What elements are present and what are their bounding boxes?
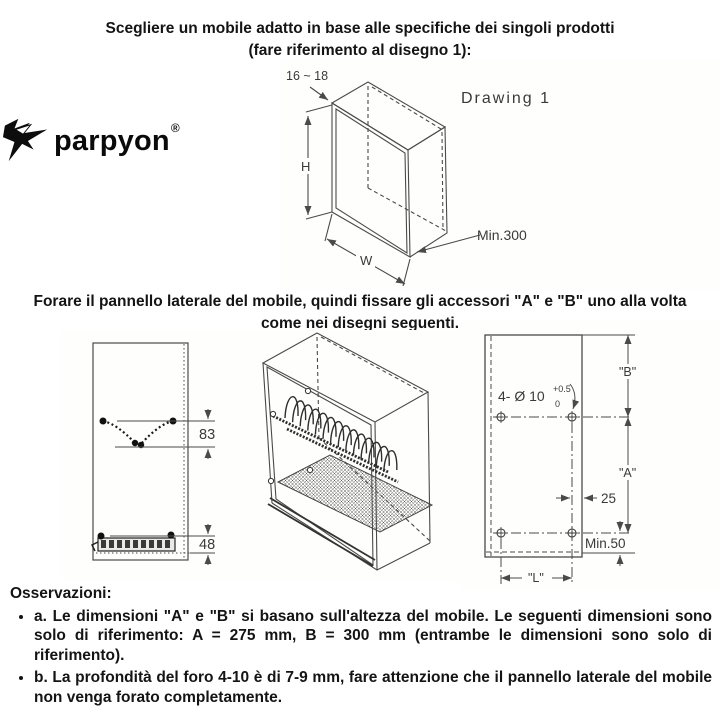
drip-tray-mesh	[278, 455, 432, 532]
dim-depth-label: Min.300	[477, 227, 527, 243]
dim-a-label: "A"	[619, 466, 637, 480]
dim-25-label: 25	[601, 491, 617, 506]
brand-logo	[2, 116, 179, 166]
registered-mark: ®	[170, 121, 180, 135]
page-title	[0, 18, 720, 62]
hole-tolerance-sub: 0	[555, 399, 561, 409]
observations-section	[10, 584, 712, 710]
drawing-1-cabinet	[280, 60, 720, 290]
drill-holes	[495, 411, 578, 539]
dim-l-label: "L"	[528, 571, 544, 585]
drawing-1-title: Drawing 1	[461, 90, 552, 107]
panel-outline	[93, 343, 190, 560]
dim-48-label: 48	[199, 537, 216, 553]
hole-tolerance-sup: +0.5	[553, 384, 571, 394]
panel-outline	[485, 335, 582, 557]
brand-name: parpyon	[54, 124, 170, 157]
dim-w-label: W	[360, 253, 373, 268]
accessory-a-holes	[100, 418, 177, 449]
dim-thickness-label: 16 ~ 18	[286, 69, 329, 83]
accessory-b-rail	[92, 532, 175, 552]
page-title-line1: Scegliere un mobile adatto in base alle specifiche dei singoli prodotti	[105, 20, 615, 37]
section2-line2: come nei disegni seguenti.	[260, 315, 460, 332]
section2-line1: Forare il pannello laterale del mobile, quindi fissare gli accessori "A" e "B" uno alla volta	[33, 293, 687, 310]
dim-h-label: H	[301, 159, 311, 174]
drawing-cabinet-with-rack	[240, 330, 470, 580]
observation-item-a: • a. Le dimensioni "A" e "B" si basano sull'altezza del mobile. Le seguenti dimensioni sono solo di riferimento: A = 275 mm, B = 300 mm (entrambe le dimensioni sono solo di riferimento).	[34, 607, 712, 666]
observations-list	[10, 607, 712, 708]
drawing-side-panel-template	[60, 330, 240, 580]
dim-83-label: 83	[199, 427, 216, 443]
hole-spec-label: 4- Ø 10	[498, 388, 545, 404]
observations-heading: Osservazioni:	[10, 585, 112, 602]
dim-min50-label: Min.50	[585, 536, 626, 551]
cabinet-outline	[306, 82, 480, 286]
swallow-bird-icon	[2, 116, 50, 166]
observation-item-b: • b. La profondità del foro 4-10 è di 7-9 mm, fare attenzione che il pannello laterale del mobile non venga forato completamente.	[34, 668, 712, 707]
page-title-line2: (fare riferimento al disegno 1):	[248, 42, 472, 59]
drawing-hole-dimensions	[460, 320, 720, 590]
dim-b-label: "B"	[619, 365, 637, 379]
